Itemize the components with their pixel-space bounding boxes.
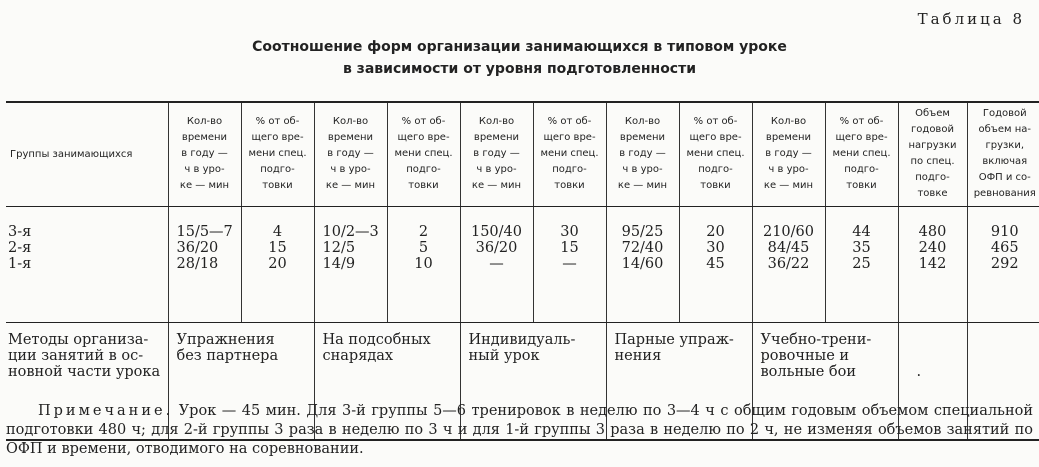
header-time-2: Кол-во времени в году — ч в уро- ке — мин (314, 102, 387, 207)
header-pct-3: % от об- щего вре- мени спец. подго- товки (533, 102, 606, 207)
method-mark: . (898, 323, 967, 441)
header-time-1: Кол-во времени в году — ч в уро- ке — мин (168, 102, 241, 207)
col-time-1: 15/5—7 36/20 28/18 (168, 207, 241, 323)
col-time-5: 210/60 84/45 36/22 (752, 207, 825, 323)
header-row (6, 102, 1039, 207)
col-time-4: 95/25 72/40 14/60 (606, 207, 679, 323)
table-title-line-2: в зависимости от уровня подготовленности (342, 61, 697, 77)
method-individual-lesson: Индивидуаль- ный урок (460, 323, 606, 441)
col-time-2: 10/2—3 12/5 14/9 (314, 207, 387, 323)
header-pct-2: % от об- щего вре- мени спец. подго- товки (387, 102, 460, 207)
col-pct-5: 44 35 25 (825, 207, 898, 323)
group-names: 3-я 2-я 1-я (6, 207, 168, 323)
method-without-partner: Упражнения без партнера (168, 323, 314, 441)
method-apparatus: На подсобных снарядах (314, 323, 460, 441)
col-pct-4: 20 30 45 (679, 207, 752, 323)
col-pct-1: 4 15 20 (241, 207, 314, 323)
col-annual-total: 910 465 292 (967, 207, 1039, 323)
method-training-bouts: Учебно-трени- ровочные и вольные бои (752, 323, 898, 441)
data-rows (6, 207, 1039, 323)
note-text: Урок — 45 мин. Для 3-й группы 5—6 тренировок в неделю по 3—4 ч с общим годовым объемом специальной подготовки 480 ч; для 2-й группы 3 раза в неделю по 3 ч и для 1-й группы 3 раза в неделю по 2 ч, не изменяя объемов занятий по ОФП и времени, отводимого на соревновании. (6, 403, 1034, 457)
header-annual-load: Объем годовой нагрузки по спец. подго- товке (898, 102, 967, 207)
note-label: Примечание. (38, 403, 174, 419)
header-time-5: Кол-во времени в году — ч в уро- ке — мин (752, 102, 825, 207)
header-groups: Группы занимающихся (6, 102, 168, 207)
col-pct-3: 30 15 — (533, 207, 606, 323)
header-time-4: Кол-во времени в году — ч в уро- ке — мин (606, 102, 679, 207)
header-pct-1: % от об- щего вре- мени спец. подго- товки (241, 102, 314, 207)
header-pct-4: % от об- щего вре- мени спец. подго- товки (679, 102, 752, 207)
table-title-line-1: Соотношение форм организации занимающихся в типовом уроке (252, 39, 787, 55)
method-pair-exercises: Парные упраж- нения (606, 323, 752, 441)
col-pct-2: 2 5 10 (387, 207, 460, 323)
header-pct-5: % от об- щего вре- мени спец. подго- товки (825, 102, 898, 207)
col-annual-load: 480 240 142 (898, 207, 967, 323)
header-annual-total: Годовой объем на- грузки, включая ОФП и со- ревнования (967, 102, 1039, 207)
col-time-3: 150/40 36/20 — (460, 207, 533, 323)
header-time-3: Кол-во времени в году — ч в уро- ке — мин (460, 102, 533, 207)
table-number: Таблица 8 (917, 10, 1025, 28)
distribution-table (6, 101, 1039, 441)
table-note (6, 402, 1033, 459)
methods-label: Методы организа- ции занятий в ос- новной части урока (6, 323, 168, 441)
